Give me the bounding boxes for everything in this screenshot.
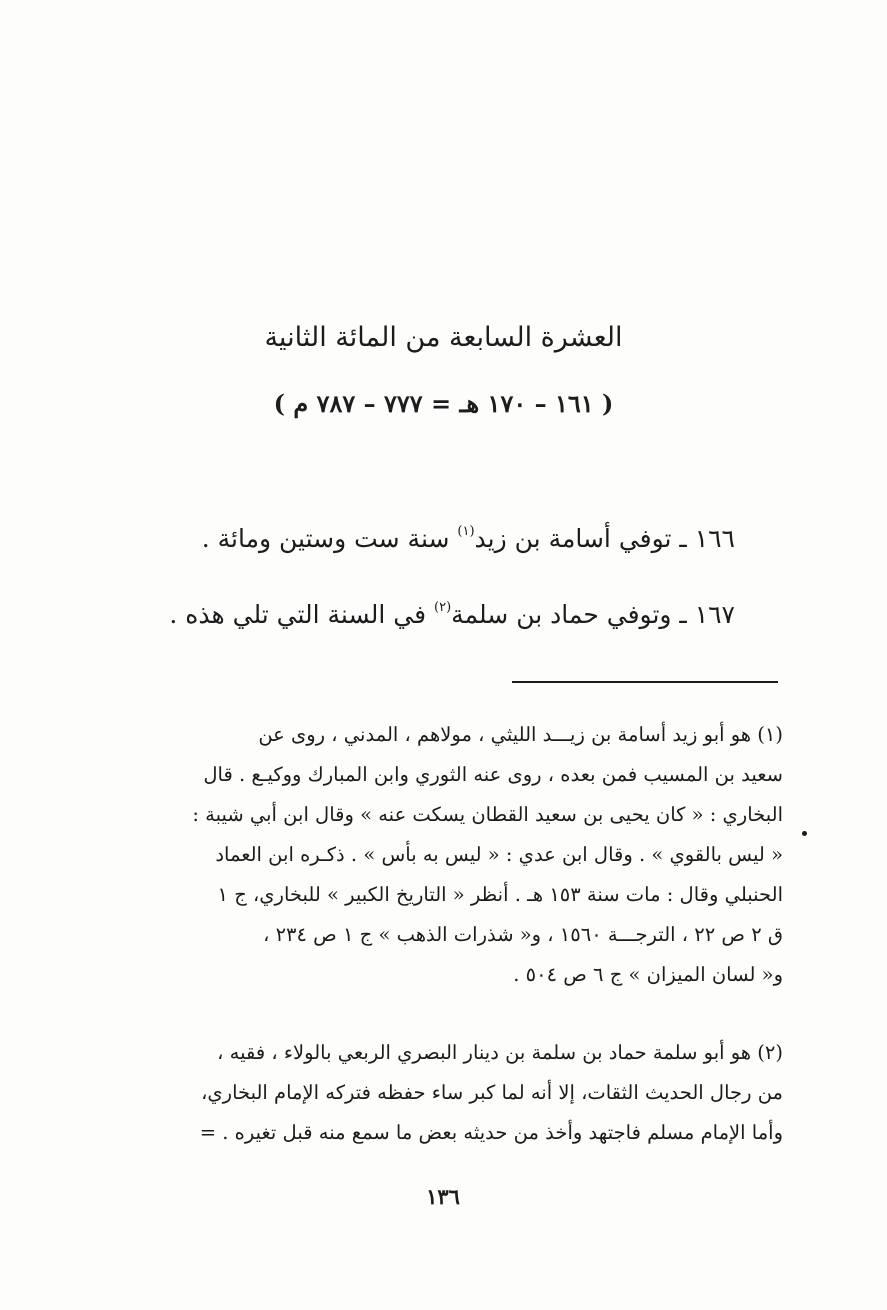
entry-166 bbox=[120, 512, 735, 559]
footnote-2 bbox=[103, 1033, 783, 1153]
footnote-line: سعيد بن المسيب فمن بعده ، روى عنه الثوري وابن المبارك ووكيـع . قال bbox=[203, 763, 783, 786]
footnote-line: وأما الإمام مسلم فاجتهد وأخذ من حديثه بعض ما سمع منه قبل تغيره . = bbox=[199, 1121, 783, 1144]
footnote-line: البخاري : « كان يحيى بن سعيد القطان يسكت عنه » وقال ابن أبي شيبة : bbox=[192, 803, 783, 826]
entry-text: ١٦٦ ـ توفي أسامة بن زيد bbox=[474, 524, 735, 553]
footnote-divider bbox=[512, 681, 778, 683]
section-date-range: ( ١٦١ – ١٧٠ هـ = ٧٧٧ – ٧٨٧ م ) bbox=[273, 389, 614, 418]
footnote-line: و« لسان الميزان » ج ٦ ص ٥٠٤ . bbox=[513, 963, 783, 986]
section-title: العشرة السابعة من المائة الثانية bbox=[264, 322, 623, 353]
footnote-line: (١) هو أبو زيد أسامة بن زيـــد الليثي ، مولاهم ، المدني ، روى عن bbox=[258, 723, 783, 746]
footnote-ref-2[interactable]: (٢) bbox=[434, 600, 452, 615]
entry-167 bbox=[120, 588, 735, 635]
footnote-1 bbox=[103, 715, 783, 995]
entry-text: سنة ست وستين ومائة . bbox=[201, 524, 458, 553]
margin-mark bbox=[802, 831, 807, 836]
footnote-ref-1[interactable]: (١) bbox=[457, 524, 475, 539]
entry-text: ١٦٧ ـ وتوفي حماد بن سلمة bbox=[451, 600, 735, 629]
footnote-line: الحنبلي وقال : مات سنة ١٥٣ هـ . أنظر « التاريخ الكبير » للبخاري، ج ١ bbox=[217, 883, 783, 906]
footnote-line: (٢) هو أبو سلمة حماد بن سلمة بن دينار البصري الربعي بالولاء ، فقيه ، bbox=[217, 1041, 783, 1064]
footnote-line: من رجال الحديث الثقات، إلا أنه لما كبر ساء حفظه فتركه الإمام البخاري، bbox=[201, 1081, 783, 1104]
footnote-line: ق ٢ ص ٢٢ ، الترجـــة ١٥٦٠ ، و« شذرات الذهب » ج ١ ص ٢٣٤ ، bbox=[263, 923, 783, 946]
page-number: ١٣٦ bbox=[426, 1184, 460, 1209]
footnote-line: « ليس بالقوي » . وقال ابن عدي : « ليس به بأس » . ذكـره ابن العماد bbox=[215, 843, 783, 866]
entry-text: في السنة التي تلي هذه . bbox=[169, 600, 435, 629]
